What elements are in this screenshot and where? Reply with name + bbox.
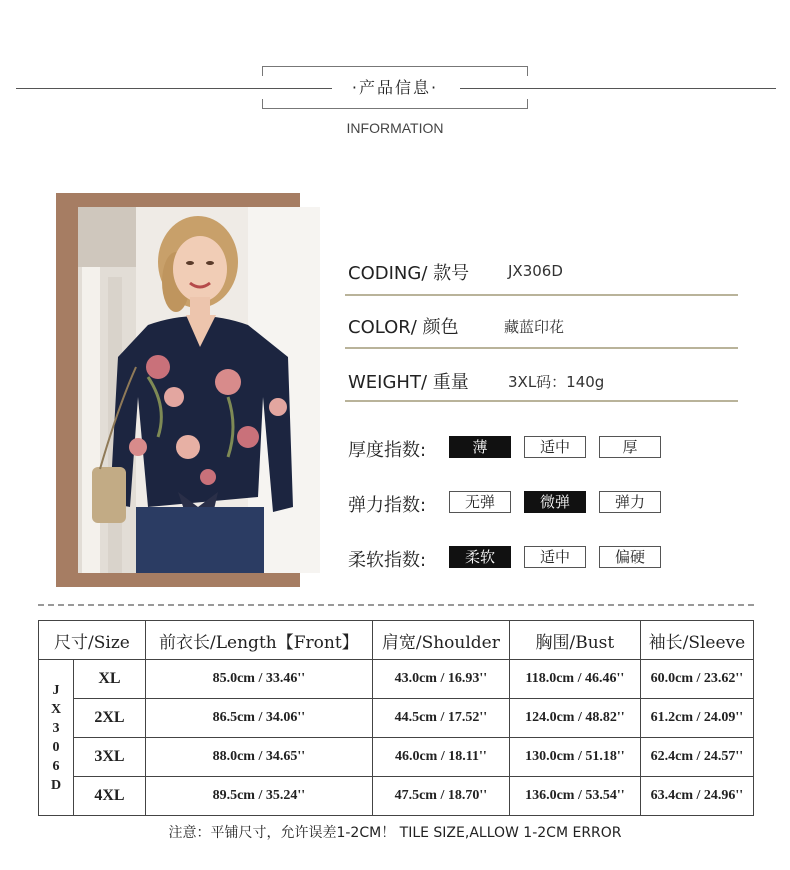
shoulder-cell: 46.0cm / 18.11'' <box>372 738 509 777</box>
elasticity-option-stretch: 弹力 <box>599 491 661 513</box>
code-char: J <box>52 682 60 698</box>
table-row <box>39 738 754 777</box>
weight-value: 3XL码：140g <box>508 373 605 391</box>
sleeve-cell: 61.2cm / 24.09'' <box>640 699 753 738</box>
softness-label: 柔软指数: <box>348 550 427 571</box>
thickness-label: 厚度指数: <box>348 440 427 461</box>
table-header-row <box>39 621 754 660</box>
shoulder-cell: 44.5cm / 17.52'' <box>372 699 509 738</box>
table-row <box>39 660 754 699</box>
section-subtitle: INFORMATION <box>346 120 444 136</box>
color-label: COLOR/ 颜色 <box>348 317 459 338</box>
bust-cell: 130.0cm / 51.18'' <box>509 738 640 777</box>
length-cell: 88.0cm / 34.65'' <box>145 738 372 777</box>
weight-label: WEIGHT/ 重量 <box>348 372 469 393</box>
coding-value: JX306D <box>508 262 563 280</box>
elasticity-option-none: 无弹 <box>449 491 511 513</box>
color-value: 藏蓝印花 <box>504 318 565 336</box>
coding-label: CODING/ 款号 <box>348 263 470 284</box>
info-divider <box>345 294 738 296</box>
shoulder-cell: 43.0cm / 16.93'' <box>372 660 509 699</box>
bust-cell: 118.0cm / 46.46'' <box>509 660 640 699</box>
bust-cell: 124.0cm / 48.82'' <box>509 699 640 738</box>
length-cell: 85.0cm / 33.46'' <box>145 660 372 699</box>
info-divider <box>345 400 738 402</box>
model-illustration <box>78 207 320 573</box>
table-row <box>39 777 754 816</box>
sleeve-cell: 63.4cm / 24.96'' <box>640 777 753 816</box>
sleeve-cell: 60.0cm / 23.62'' <box>640 660 753 699</box>
size-table <box>38 620 754 816</box>
code-char: 0 <box>52 739 60 755</box>
code-char: 6 <box>52 758 60 774</box>
size-cell: 4XL <box>74 777 146 816</box>
header-length: 前衣长/Length【Front】 <box>145 621 372 660</box>
header-bracket-top <box>262 66 528 76</box>
size-cell: 2XL <box>74 699 146 738</box>
code-char: X <box>50 701 62 717</box>
thickness-option-medium: 适中 <box>524 436 586 458</box>
shoulder-cell: 47.5cm / 18.70'' <box>372 777 509 816</box>
header-bust: 胸围/Bust <box>509 621 640 660</box>
thickness-option-thick: 厚 <box>599 436 661 458</box>
product-code-cell <box>39 660 74 816</box>
header-sleeve: 袖长/Sleeve <box>640 621 753 660</box>
size-cell: XL <box>74 660 146 699</box>
elasticity-option-slight: 微弹 <box>524 491 586 513</box>
softness-option-stiff: 偏硬 <box>599 546 661 568</box>
header-size: 尺寸/Size <box>39 621 146 660</box>
table-row <box>39 699 754 738</box>
size-cell: 3XL <box>74 738 146 777</box>
header-shoulder: 肩宽/Shoulder <box>372 621 509 660</box>
size-note: 注意：平铺尺寸，允许误差1-2CM！ TILE SIZE,ALLOW 1-2CM ERROR <box>168 825 622 841</box>
header-bracket-bottom <box>262 99 528 109</box>
softness-option-soft: 柔软 <box>449 546 511 568</box>
length-cell: 89.5cm / 35.24'' <box>145 777 372 816</box>
bust-cell: 136.0cm / 53.54'' <box>509 777 640 816</box>
softness-option-medium: 适中 <box>524 546 586 568</box>
sleeve-cell: 62.4cm / 24.57'' <box>640 738 753 777</box>
thickness-option-thin: 薄 <box>449 436 511 458</box>
length-cell: 86.5cm / 34.06'' <box>145 699 372 738</box>
code-char: 3 <box>52 720 60 736</box>
info-divider <box>345 347 738 349</box>
product-photo <box>78 207 320 573</box>
dashed-divider <box>38 604 754 606</box>
code-char: D <box>50 777 62 793</box>
elasticity-label: 弹力指数: <box>348 495 427 516</box>
section-title: ·产品信息· <box>351 78 439 97</box>
